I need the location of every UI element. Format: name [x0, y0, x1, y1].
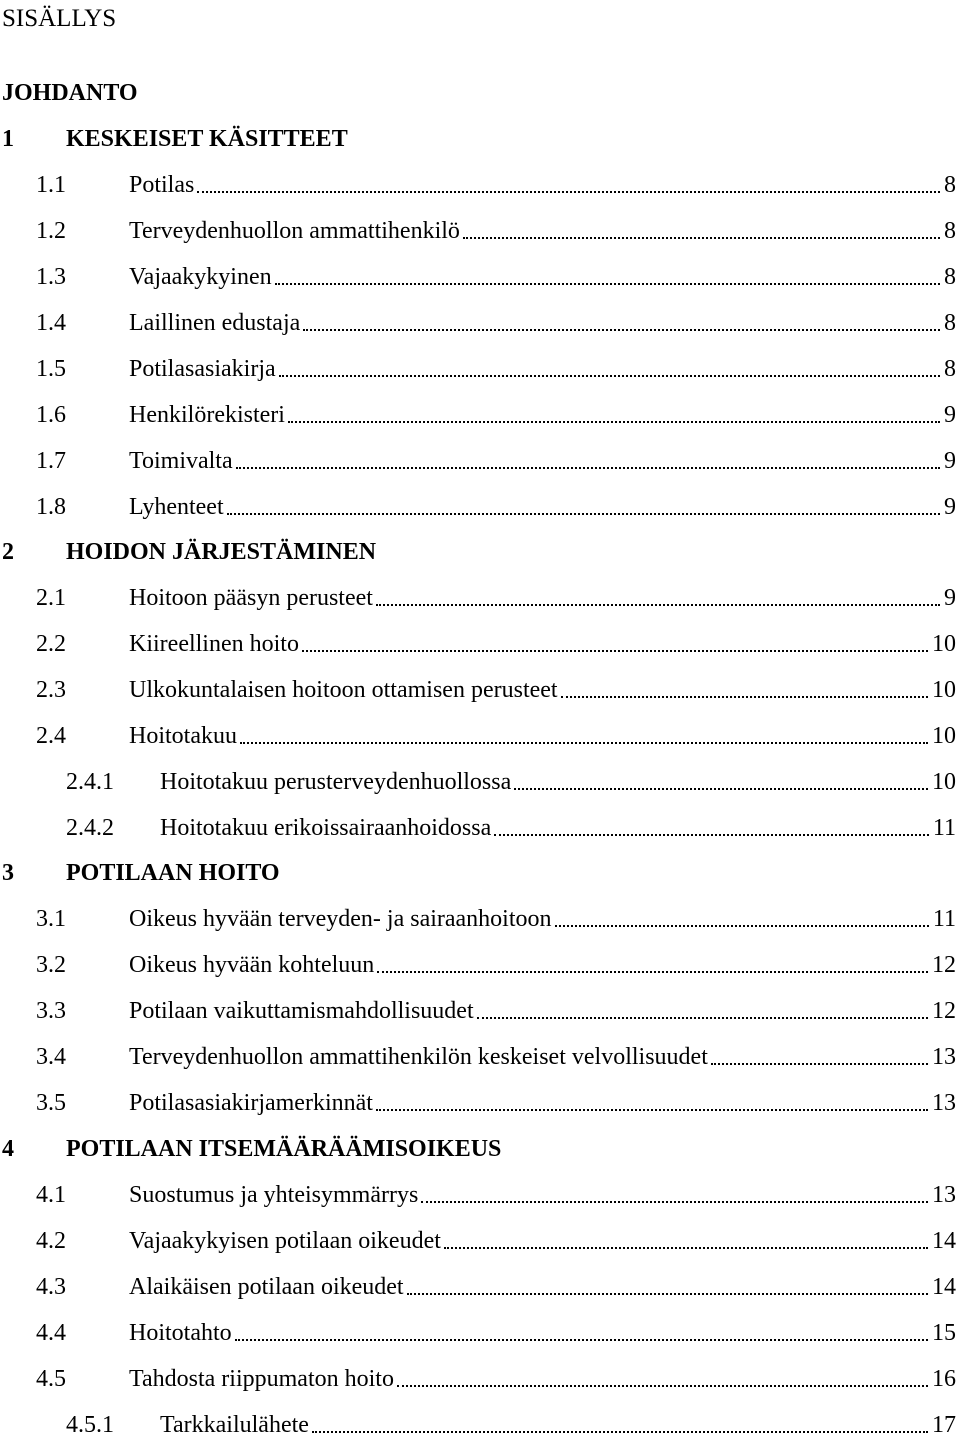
- toc-entry: [0, 767, 960, 797]
- toc-entry-number: 1: [2, 126, 14, 152]
- toc-entry: [0, 354, 960, 384]
- toc-entry-title: Terveydenhuollon ammattihenkilö: [129, 216, 463, 246]
- toc-dot-leader: [376, 1109, 928, 1111]
- toc-entry-number: 4.5.1: [66, 1412, 114, 1438]
- toc-entry-number: 1.5: [36, 356, 66, 382]
- toc-entry-title: Terveydenhuollon ammattihenkilön keskeiset velvollisuudet: [129, 1042, 711, 1072]
- toc-page-number: 10: [932, 631, 956, 657]
- toc-dot-leader: [514, 788, 928, 790]
- toc-entry-title: Potilaan vaikuttamismahdollisuudet: [129, 996, 477, 1026]
- toc-page-number: 17: [932, 1412, 956, 1438]
- toc-entry-title: Laillinen edustaja: [129, 308, 303, 338]
- toc-entry-number: 2.4.2: [66, 815, 114, 841]
- toc-dot-leader: [303, 329, 940, 331]
- toc-entry-number: 4: [2, 1136, 14, 1162]
- toc-entry-title: Hoitotahto: [129, 1318, 235, 1348]
- toc-entry: [0, 950, 960, 980]
- toc-dot-leader: [555, 925, 929, 927]
- toc-dot-leader: [235, 1339, 928, 1341]
- toc-dot-leader: [288, 421, 940, 423]
- toc-page-number: 10: [932, 769, 956, 795]
- toc-entry-title: JOHDANTO: [2, 78, 141, 108]
- toc-dot-leader: [279, 375, 940, 377]
- toc-page-number: 15: [932, 1320, 956, 1346]
- toc-entry: [0, 216, 960, 246]
- toc-entry: [0, 721, 960, 751]
- toc-page-number: 14: [932, 1274, 956, 1300]
- toc-entry: [0, 262, 960, 292]
- toc-dot-leader: [477, 1017, 928, 1019]
- toc-entry: [0, 583, 960, 613]
- toc-entry-title: Lyhenteet: [129, 492, 227, 522]
- toc-entry: [0, 492, 960, 522]
- toc-heading: [0, 78, 960, 108]
- toc-dot-leader: [444, 1247, 928, 1249]
- toc-page-number: 11: [932, 815, 956, 841]
- toc-entry-title: Tahdosta riippumaton hoito: [129, 1364, 397, 1394]
- toc-entry-title: Potilasasiakirjamerkinnät: [129, 1088, 376, 1118]
- toc-entry-number: 4.4: [36, 1320, 66, 1346]
- toc-entry-number: 1.4: [36, 310, 66, 336]
- toc-dot-leader: [377, 971, 928, 973]
- toc-heading: [0, 124, 960, 154]
- toc-entry-title: Vajaakykyinen: [129, 262, 275, 292]
- toc-entry-number: 4.1: [36, 1182, 66, 1208]
- toc-page-number: 12: [932, 998, 956, 1024]
- toc-page-number: 14: [932, 1228, 956, 1254]
- toc-entry-number: 4.2: [36, 1228, 66, 1254]
- toc-dot-leader: [312, 1431, 928, 1433]
- toc-dot-leader: [397, 1385, 928, 1387]
- page-title: SISÄLLYS: [2, 5, 117, 32]
- toc-entry: [0, 308, 960, 338]
- toc-entry-title: Henkilörekisteri: [129, 400, 288, 430]
- toc-entry-title: Hoitotakuu: [129, 721, 240, 751]
- toc-dot-leader: [275, 283, 940, 285]
- toc-page-number: 8: [944, 356, 956, 382]
- toc-entry: [0, 813, 960, 843]
- toc-page-number: 13: [932, 1090, 956, 1116]
- toc-page-number: 10: [932, 723, 956, 749]
- toc-page-number: 8: [944, 218, 956, 244]
- toc-entry-title: Ulkokuntalaisen hoitoon ottamisen perusteet: [129, 675, 561, 705]
- toc-entry-title: Kiireellinen hoito: [129, 629, 302, 659]
- toc-page-number: 12: [932, 952, 956, 978]
- toc-dot-leader: [561, 696, 928, 698]
- toc-heading: [0, 858, 960, 888]
- toc-page-number: 8: [944, 310, 956, 336]
- toc-entry-title: Potilas: [129, 170, 197, 200]
- toc-entry-title: Suostumus ja yhteisymmärrys: [129, 1180, 421, 1210]
- toc-page-number: 10: [932, 677, 956, 703]
- toc-entry-title: POTILAAN ITSEMÄÄRÄÄMISOIKEUS: [66, 1134, 504, 1164]
- toc-heading: [0, 537, 960, 567]
- toc-entry: [0, 1088, 960, 1118]
- toc-entry-number: 3.4: [36, 1044, 66, 1070]
- toc-dot-leader: [711, 1063, 928, 1065]
- toc-entry: [0, 1042, 960, 1072]
- toc-entry: [0, 446, 960, 476]
- toc-page-number: 9: [944, 494, 956, 520]
- toc-entry: [0, 1364, 960, 1394]
- toc-entry-title: Hoitotakuu perusterveydenhuollossa: [160, 767, 514, 797]
- toc-entry-number: 1.6: [36, 402, 66, 428]
- toc-entry: [0, 1410, 960, 1440]
- toc-entry: [0, 1318, 960, 1348]
- toc-entry-title: Toimivalta: [129, 446, 236, 476]
- toc-page-number: 9: [944, 402, 956, 428]
- toc-entry-number: 2: [2, 539, 14, 565]
- toc-entry-title: Potilasasiakirja: [129, 354, 279, 384]
- toc-entry-title: Hoitoon pääsyn perusteet: [129, 583, 376, 613]
- toc-entry: [0, 1180, 960, 1210]
- toc-entry-title: KESKEISET KÄSITTEET: [66, 124, 351, 154]
- toc-entry-title: Hoitotakuu erikoissairaanhoidossa: [160, 813, 494, 843]
- toc-entry-title: Oikeus hyvään terveyden- ja sairaanhoitoon: [129, 904, 555, 934]
- toc-entry-number: 1.3: [36, 264, 66, 290]
- toc-heading: [0, 1134, 960, 1164]
- toc-entry: [0, 629, 960, 659]
- toc-entry: [0, 1226, 960, 1256]
- toc-page-number: 16: [932, 1366, 956, 1392]
- toc-entry-number: 4.5: [36, 1366, 66, 1392]
- toc-page-number: 11: [932, 906, 956, 932]
- toc-entry-title: Tarkkailulähete: [160, 1410, 312, 1440]
- toc-dot-leader: [463, 237, 940, 239]
- toc-page-number: 13: [932, 1044, 956, 1070]
- toc-entry: [0, 675, 960, 705]
- toc-page-number: 8: [944, 264, 956, 290]
- toc-entry-number: 2.4.1: [66, 769, 114, 795]
- toc-entry-number: 2.4: [36, 723, 66, 749]
- toc-page-number: 8: [944, 172, 956, 198]
- toc-page-number: 9: [944, 448, 956, 474]
- toc-entry: [0, 400, 960, 430]
- toc-entry-number: 3.2: [36, 952, 66, 978]
- toc-entry: [0, 904, 960, 934]
- toc-page-number: 9: [944, 585, 956, 611]
- toc-dot-leader: [421, 1201, 928, 1203]
- toc-entry-number: 3.1: [36, 906, 66, 932]
- toc-dot-leader: [236, 467, 940, 469]
- toc-entry-number: 1.7: [36, 448, 66, 474]
- toc-entry: [0, 170, 960, 200]
- toc-entry-title: Oikeus hyvään kohteluun: [129, 950, 377, 980]
- toc-entry-number: 3: [2, 860, 14, 886]
- toc-dot-leader: [302, 650, 928, 652]
- toc-entry: [0, 1272, 960, 1302]
- toc-page-number: 13: [932, 1182, 956, 1208]
- toc-entry-title: Vajaakykyisen potilaan oikeudet: [129, 1226, 444, 1256]
- toc-entry-number: 4.3: [36, 1274, 66, 1300]
- toc-entry-number: 3.5: [36, 1090, 66, 1116]
- toc-entry-number: 1.8: [36, 494, 66, 520]
- toc-dot-leader: [407, 1293, 928, 1295]
- toc-entry-title: HOIDON JÄRJESTÄMINEN: [66, 537, 379, 567]
- toc-dot-leader: [197, 191, 940, 193]
- toc-entry-number: 1.2: [36, 218, 66, 244]
- toc-entry-number: 2.1: [36, 585, 66, 611]
- toc-dot-leader: [240, 742, 928, 744]
- toc-entry-title: POTILAAN HOITO: [66, 858, 283, 888]
- toc-entry-title: Alaikäisen potilaan oikeudet: [129, 1272, 407, 1302]
- toc-dot-leader: [227, 513, 940, 515]
- toc-entry-number: 2.2: [36, 631, 66, 657]
- toc-entry: [0, 996, 960, 1026]
- toc-dot-leader: [494, 834, 929, 836]
- toc-dot-leader: [376, 604, 940, 606]
- toc-entry-number: 3.3: [36, 998, 66, 1024]
- toc-entry-number: 1.1: [36, 172, 66, 198]
- toc-entry-number: 2.3: [36, 677, 66, 703]
